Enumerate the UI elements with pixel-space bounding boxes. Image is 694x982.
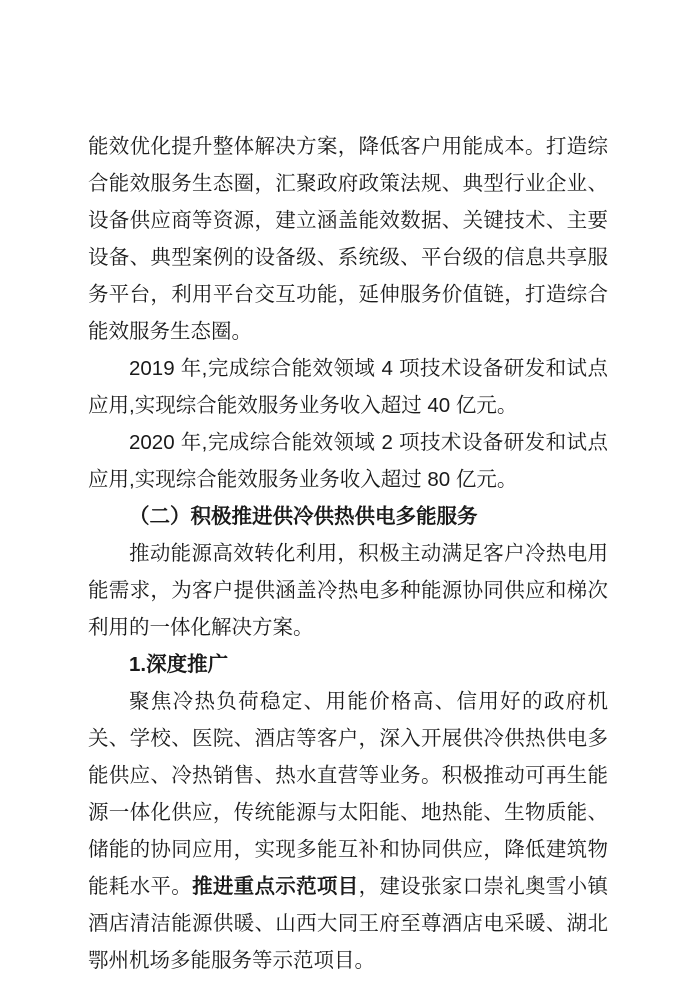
subsection-heading-deep-promotion: 1.深度推广 xyxy=(129,653,229,676)
paragraph-2020-target: 2020 年,完成综合能效领域 2 项技术设备研发和试点应用,实现综合能效服务业务收入超过 80 亿元。 xyxy=(88,431,608,491)
section-heading-multi-energy-service: （二）积极推进供冷供热供电多能服务 xyxy=(129,505,478,528)
deep-promotion-tail-text: ，建设张家口崇礼奥雪小镇酒店清洁能源供暖、山西大同王府至尊酒店电采暖、湖北鄂州机场多能服务等示范项目。 xyxy=(88,875,608,972)
paragraph-energy-efficiency-continuation: 能效优化提升整体解决方案，降低客户用能成本。打造综合能效服务生态圈，汇聚政府政策法规、典型行业企业、设备供应商等资源，建立涵盖能效数据、关键技术、主要设备、典型案例的设备级、系统级、平台级的信息共享服务平台，利用平台交互功能，延伸服务价值链，打造综合能效服务生态圈。 xyxy=(88,135,608,343)
paragraph-multi-energy-intro: 推动能源高效转化利用，积极主动满足客户冷热电用能需求，为客户提供涵盖冷热电多种能源协同供应和梯次利用的一体化解决方案。 xyxy=(88,542,608,639)
deep-promotion-lead-text: 聚焦冷热负荷稳定、用能价格高、信用好的政府机关、学校、医院、酒店等客户，深入开展供冷供热供电多能供应、冷热销售、热水直营等业务。积极推动可再生能源一体化供应，传统能源与太阳能、地热能、生物质能、储能的协同应用，实现多能互补和协同供应，降低建筑物能耗水平。 xyxy=(88,690,608,898)
deep-promotion-bold-phrase: 推进重点示范项目 xyxy=(192,875,359,898)
paragraph-deep-promotion xyxy=(88,683,608,979)
paragraph-2019-target: 2019 年,完成综合能效领域 4 项技术设备研发和试点应用,实现综合能效服务业务收入超过 40 亿元。 xyxy=(88,357,608,417)
